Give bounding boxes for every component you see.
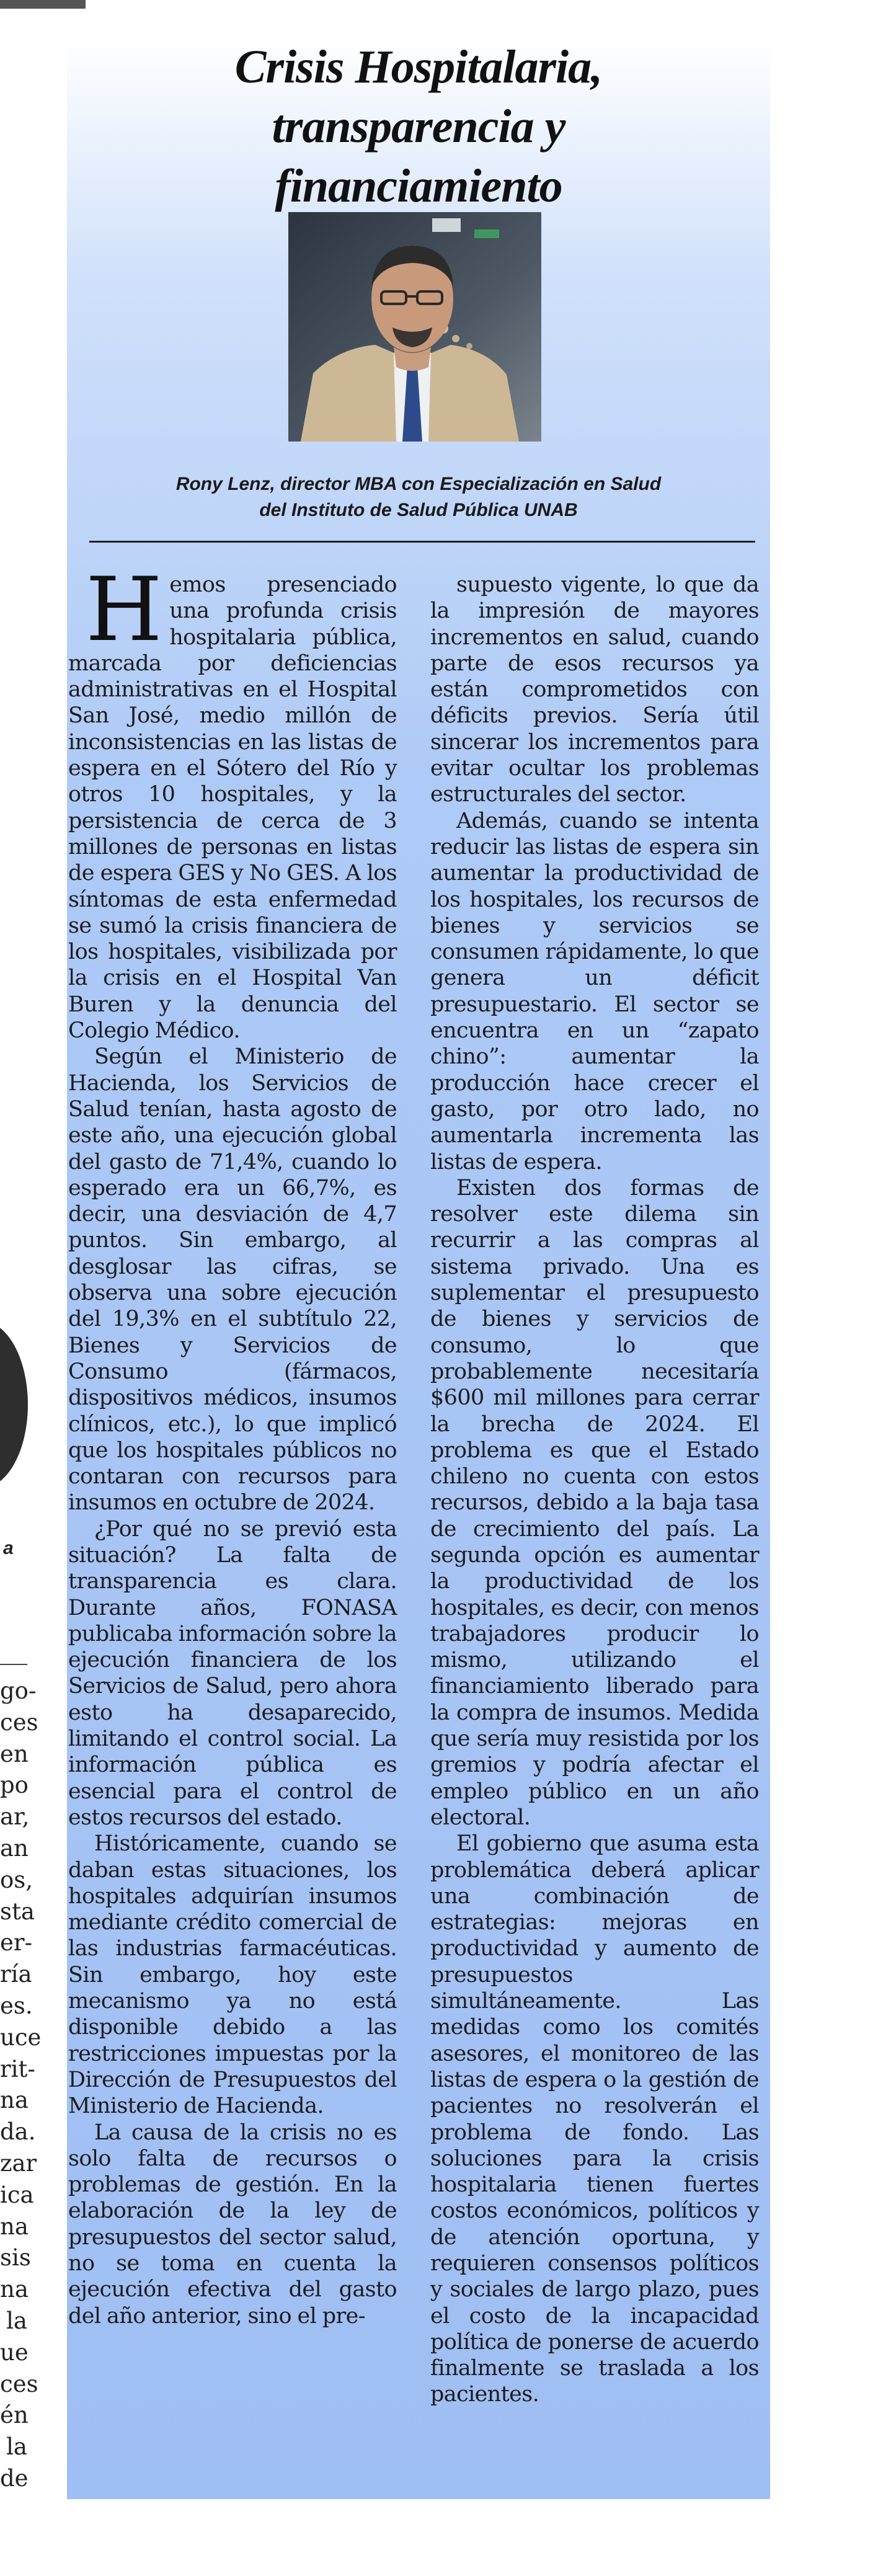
paragraph: La causa de la crisis no es solo falta de recursos o problemas de gestión. En la elaboración de la ley de presupuestos del sector salud, no se toma en cuenta la ejecución efectiva del gasto del año anterior, sino el pre- — [68, 2120, 397, 2329]
author-photo — [288, 212, 541, 442]
fragment-line: la — [6, 2433, 27, 2461]
fragment-line: de — [0, 2464, 29, 2492]
paragraph: supuesto vigente, lo que da la impresión de mayores incrementos en salud, cuando parte de esos recursos ya están comprometidos con déficits previos. Sería útil sincerar los incrementos para evitar ocultar los problemas estructurales del sector. — [430, 572, 759, 807]
right-column — [430, 572, 759, 2408]
fragment-line: zar — [0, 2149, 37, 2177]
fragment-line: ría — [0, 1961, 32, 1988]
fragment-line: na — [0, 2276, 29, 2303]
fragment-line: da. — [0, 2118, 36, 2146]
fragment-line: er- — [0, 1929, 33, 1956]
fragment-line: la — [6, 2307, 27, 2334]
paragraph: Hemos presenciado una profunda crisis hospitalaria pública, marcada por deficiencias administrativas en el Hospital San José, medio millón de inconsistencias en las listas de espera en el Sótero del Río y otros 10 hospitales, y la persistencia de cerca de 3 millones de personas en listas de espera GES y No GES. A los síntomas de esta enfermedad se sumó la crisis financiera de los hospitales, visibilizada por la crisis en el Hospital Van Buren y la denuncia del Colegio Médico. — [68, 559, 397, 1044]
prev-article-photo-edge — [0, 1321, 28, 1488]
fragment-line: na — [0, 2213, 29, 2240]
fragment-line: uce — [0, 2023, 42, 2051]
fragment-line: ces — [0, 2370, 38, 2397]
fragment-line: go- — [0, 1677, 37, 1704]
paragraph: Históricamente, cuando se daban estas situaciones, los hospitales adquirían insumos mediante crédito comercial de las industrias farmacéuticas. Sin embargo, hoy este mecanismo ya no está disponible debido a las restricciones impuestas por la Dirección de Presupuestos del Ministerio de Hacienda. — [68, 1831, 397, 2119]
caption-line-1: Rony Lenz, director MBA con Especialización en Salud — [175, 474, 662, 494]
fragment-line: ces — [0, 1708, 38, 1736]
title-line: Crisis Hospitalaria, — [234, 41, 603, 93]
caption-line-2: del Instituto de Salud Pública UNAB — [259, 500, 578, 520]
left-column — [68, 559, 397, 2329]
paragraph: Según el Ministerio de Hacienda, los Servicios de Salud tenían, hasta agosto de este año, una ejecución global del gasto de 71,4%, cuando lo esperado era un 66,7%, es decir, una desviación de 4,7 puntos. Sin embargo, al desglosar las cifras, se observa una sobre ejecución del 19,3% en el subtítulo 22, Bienes y Servicios de Consumo (fármacos, dispositivos médicos, insumos clínicos, etc.), lo que implicó que los hospitales públicos no contaran con recursos para insumos en octubre de 2024. — [68, 1044, 397, 1516]
fragment-line: én — [0, 2402, 29, 2429]
fragment-line: sis — [0, 2244, 31, 2272]
fragment-line: ar, — [0, 1803, 30, 1831]
fragment-line: na — [0, 2087, 29, 2114]
fragment-line: ue — [0, 2338, 29, 2366]
fragment-line: sta — [0, 1898, 35, 1925]
article-box — [67, 37, 770, 2499]
drop-cap: H — [86, 559, 162, 661]
fragment-line: es. — [0, 1992, 33, 2019]
fragment-line: en — [0, 1740, 29, 1767]
fragment-line: os, — [0, 1866, 33, 1893]
article-title — [67, 37, 770, 216]
paragraph: Existen dos formas de resolver este dilema sin recurrir a las compras al sistema privado. Una es suplementar el presupuesto de bienes y servicios de consumo, lo que probablemente necesitaría $600 mil millones para cerrar la brecha de 2024. El problema es que el Estado chileno no cuenta con estos recursos, debido a la baja tasa de crecimiento del país. La segunda opción es aumentar la productividad de los hospitales, es decir, con menos trabajadores producir lo mismo, utilizando el financiamiento liberado para la compra de insumos. Medida que sería muy resistida por los gremios y podría afectar el empleo público en un año electoral. — [430, 1175, 759, 1830]
fragment-line: po — [0, 1772, 29, 1799]
prev-article-text-fragment — [0, 1676, 42, 2495]
title-line: financiamiento — [275, 160, 562, 212]
fragment-line: rit- — [0, 2055, 35, 2082]
photo-caption — [67, 471, 770, 523]
prev-article-rule — [0, 1664, 27, 1665]
paragraph: Además, cuando se intenta reducir las listas de espera sin aumentar la productividad de los hospitales, los recursos de bienes y servicios se consumen rápidamente, lo que genera un déficit presupuestario. El sector se encuentra en un “zapato chino”: aumentar la producción hace crecer el gasto, por otro lado, no aumentarla incrementa las listas de espera. — [430, 808, 759, 1175]
prev-article-caption-fragment: a — [3, 1538, 14, 1558]
title-line: transparencia y — [272, 100, 565, 153]
caption-rule — [89, 541, 755, 543]
paragraph: El gobierno que asuma esta problemática deberá aplicar una combinación de estrategias: mejoras en productividad y aumento de presupuestos simultáneamente. Las medidas como los comités asesores, el monitoreo de las listas de espera o la gestión de pacientes no resolverán el problema de fondo. Las soluciones para la crisis hospitalaria tienen fuertes costos económicos, políticos y de atención oportuna, y requieren consensos políticos y sociales de largo plazo, pues el costo de la incapacidad política de ponerse de acuerdo finalmente se traslada a los pacientes. — [430, 1831, 759, 2407]
fragment-line: ica — [0, 2181, 34, 2208]
paragraph: ¿Por qué no se previó esta situación? La falta de transparencia es clara. Durante años, FONASA publicaba información sobre la ejecución financiera de los Servicios de Salud, pero ahora esto ha desaparecido, limitando el control social. La información pública es esencial para el control de estos recursos del estado. — [68, 1516, 397, 1830]
top-rule — [0, 0, 86, 9]
fragment-line: an — [0, 1834, 29, 1862]
author-portrait-icon — [288, 212, 541, 442]
